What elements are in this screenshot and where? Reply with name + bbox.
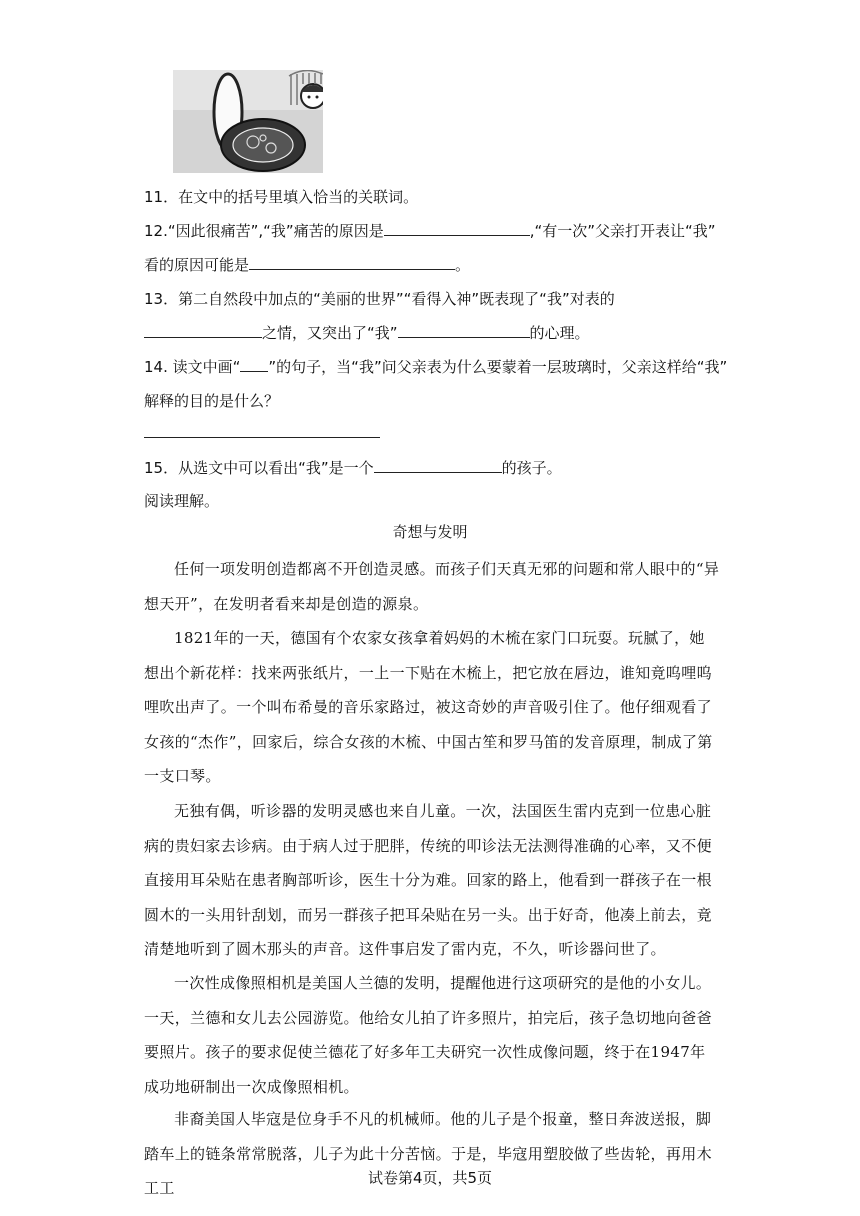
answer-blank[interactable] — [374, 454, 502, 473]
article-title: 奇想与发明 — [392, 523, 468, 541]
question-12-text-a: 12.“因此很痛苦”,“我”痛苦的原因是 — [144, 222, 384, 240]
question-14-text-a: 14. 读文中画“ — [144, 358, 241, 376]
question-12-line2 — [144, 248, 724, 282]
article-paragraph: 一次性成像照相机是美国人兰德的发明，提醒他进行这项研究的是他的小女儿。一天，兰德和女儿去公园游览。他给女儿拍了许多照片，拍完后，孩子急切地向爸爸要照片。孩子的要求促使兰德花了好多年工夫研究一次性成像问题，终于在1947年成功地研制出一次成像照相机。 — [144, 974, 712, 1096]
question-13-line2 — [144, 316, 724, 350]
answer-blank[interactable] — [249, 251, 455, 270]
question-13-text-c: 的心理。 — [529, 324, 590, 342]
article-paragraph: 非裔美国人毕寇是位身手不凡的机械师。他的儿子是个报童，整日奔波送报，脚踏车上的链条常常脱落，儿子为此十分苦恼。于是，毕寇用塑胶做了些齿轮，再用木工工 — [144, 1110, 712, 1197]
pocket-watch-illustration — [173, 70, 323, 173]
section-heading — [144, 484, 724, 518]
section-heading-text: 阅读理解。 — [144, 492, 220, 510]
answer-blank[interactable] — [398, 319, 530, 338]
article-paragraph: 1821年的一天，德国有个农家女孩拿着妈妈的木梳在家门口玩耍。玩腻了，她想出个新花样：找来两张纸片，一上一下贴在木梳上，把它放在唇边，谁知竟呜哩呜哩吹出声了。一个叫布希曼的音乐家路过，被这奇妙的声音吸引住了。他仔细观看了女孩的“杰作”，回家后，综合女孩的木梳、中国古笙和罗马笛的发音原理，制成了第一支口琴。 — [144, 629, 713, 785]
answer-blank[interactable] — [384, 217, 530, 236]
question-13-text-a: 13．第二自然段中加点的“美丽的世界”“看得入神”既表现了“我”对表的 — [144, 290, 615, 308]
question-12-text-b: ,“有一次”父亲打开表让“我” — [529, 222, 716, 240]
question-14-text-c: 解释的目的是什么？ — [144, 392, 280, 410]
article-paragraph: 任何一项发明创造都离不开创造灵感。而孩子们天真无邪的问题和常人眼中的“异想天开”，在发明者看来却是创造的源泉。 — [144, 560, 720, 613]
question-12 — [144, 214, 724, 248]
question-12-text-c: 看的原因可能是 — [144, 256, 250, 274]
answer-blank[interactable] — [144, 319, 262, 338]
page-footer: 试卷第4页，共5页 — [367, 1169, 493, 1187]
question-12-text-d: 。 — [455, 256, 471, 274]
watch-and-child-icon — [173, 70, 323, 173]
question-14-line2 — [144, 384, 724, 418]
underline-marker — [240, 353, 268, 372]
question-11-text: 11．在文中的括号里填入恰当的关联词。 — [144, 188, 419, 206]
question-14-text-b: ”的句子，当“我”问父亲表为什么要蒙着一层玻璃时，父亲这样给“我” — [268, 358, 728, 376]
article-paragraph: 无独有偶，听诊器的发明灵感也来自儿童。一次，法国医生雷内克到一位患心脏病的贵妇家去诊病。由于病人过于肥胖，传统的叩诊法无法测得准确的心率，又不便直接用耳朵贴在患者胸部听诊，医生十分为难。回家的路上，他看到一群孩子在一根圆木的一头用针刮划，而另一群孩子把耳朵贴在另一头。出于好奇，他凑上前去，竟清楚地听到了圆木那头的声音。这件事启发了雷内克，不久，听诊器问世了。 — [144, 802, 712, 958]
answer-line[interactable] — [144, 437, 380, 438]
question-15-text-b: 的孩子。 — [501, 459, 562, 477]
question-15-text-a: 15．从选文中可以看出“我”是一个 — [144, 459, 374, 477]
question-13-text-b: 之情，又突出了“我” — [262, 324, 398, 342]
question-11 — [144, 180, 724, 214]
question-13 — [144, 282, 724, 316]
question-14 — [144, 350, 728, 384]
question-15 — [144, 451, 724, 485]
